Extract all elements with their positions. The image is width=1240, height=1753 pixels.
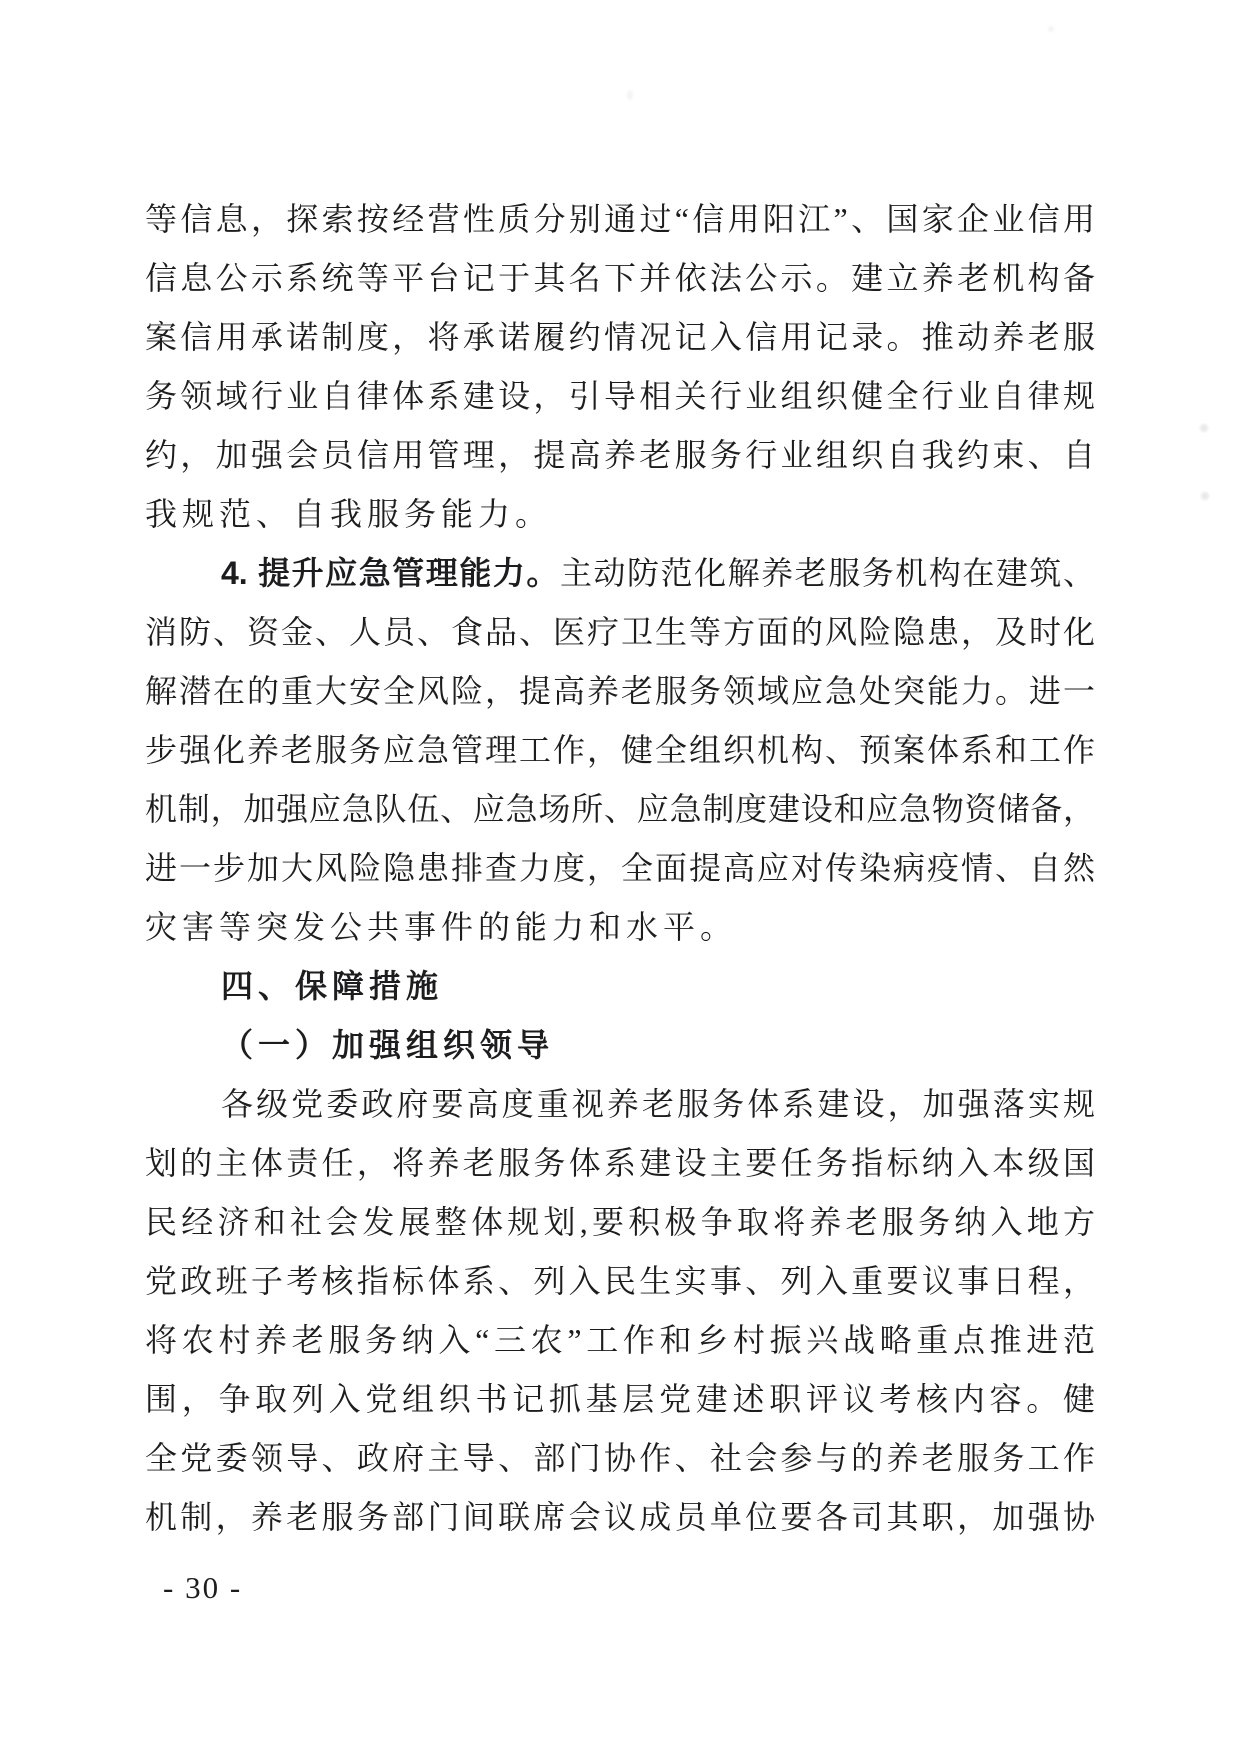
text-run: 机制，加强应急队伍、应急场所、应急制度建设和应急物资储备， [145,791,1095,827]
para-organizational-leadership-line [145,1252,1095,1311]
bold-text-run: 4. 提升应急管理能力。 [221,555,560,591]
text-run: 灾害等突发公共事件的能力和水平。 [145,909,738,945]
scan-speck [627,90,633,100]
para-emergency-management-line [145,780,1095,839]
text-run: 约，加强会员信用管理，提高养老服务行业组织自我约束、自 [145,437,1095,473]
heading-section-four-line [145,957,1095,1016]
text-run: 围，争取列入党组织书记抓基层党建述职评议考核内容。健 [145,1381,1095,1417]
para-credit-system-line [145,190,1095,249]
text-run: 消防、资金、人员、食品、医疗卫生等方面的风险隐患，及时化 [145,614,1095,650]
text-run: 主动防范化解养老服务机构在建筑、 [559,555,1095,591]
para-emergency-management-line [145,603,1095,662]
text-run: 民经济和社会发展整体规划,要积极争取将养老服务纳入地方 [145,1204,1095,1240]
para-emergency-management-line [145,544,1095,603]
heading-subsection-one-line [145,1016,1095,1075]
text-run: 机制，养老服务部门间联席会议成员单位要各司其职，加强协 [145,1499,1095,1535]
text-run: 案信用承诺制度，将承诺履约情况记入信用记录。推动养老服 [145,319,1095,355]
text-run: 解潜在的重大安全风险，提高养老服务领域应急处突能力。进一 [145,673,1095,709]
text-run: 将农村养老服务纳入“三农”工作和乡村振兴战略重点推进范 [145,1322,1095,1358]
para-emergency-management-line [145,839,1095,898]
scan-speck [1200,424,1208,432]
text-run: 等信息，探索按经营性质分别通过“信用阳江”、国家企业信用 [145,201,1095,237]
bold-text-run: 四、保障措施 [221,968,444,1004]
para-credit-system-line [145,308,1095,367]
text-run: 党政班子考核指标体系、列入民生实事、列入重要议事日程， [145,1263,1095,1299]
text-run: 步强化养老服务应急管理工作，健全组织机构、预案体系和工作 [145,732,1095,768]
para-organizational-leadership-line [145,1134,1095,1193]
para-organizational-leadership-line [145,1488,1095,1547]
para-credit-system-line [145,485,1095,544]
para-credit-system-line [145,249,1095,308]
scan-speck [1201,492,1209,500]
document-body [145,190,1095,1547]
page-number: - 30 - [163,1570,243,1605]
para-organizational-leadership-line [145,1311,1095,1370]
text-run: 进一步加大风险隐患排查力度，全面提高应对传染病疫情、自然 [145,850,1095,886]
text-run: 我规范、自我服务能力。 [145,496,553,532]
para-organizational-leadership-line [145,1075,1095,1134]
scan-speck [1048,26,1054,32]
para-credit-system-line [145,367,1095,426]
para-organizational-leadership-line [145,1193,1095,1252]
text-run: 全党委领导、政府主导、部门协作、社会参与的养老服务工作 [145,1440,1095,1476]
para-emergency-management-line [145,662,1095,721]
text-run: 划的主体责任，将养老服务体系建设主要任务指标纳入本级国 [145,1145,1095,1181]
para-organizational-leadership-line [145,1429,1095,1488]
text-run: 务领域行业自律体系建设，引导相关行业组织健全行业自律规 [145,378,1095,414]
para-emergency-management-line [145,721,1095,780]
bold-text-run: （一）加强组织领导 [221,1027,555,1063]
para-credit-system-line [145,426,1095,485]
text-run: 信息公示系统等平台记于其名下并依法公示。建立养老机构备 [145,260,1095,296]
text-run: 各级党委政府要高度重视养老服务体系建设，加强落实规 [221,1086,1095,1122]
para-organizational-leadership-line [145,1370,1095,1429]
para-emergency-management-line [145,898,1095,957]
